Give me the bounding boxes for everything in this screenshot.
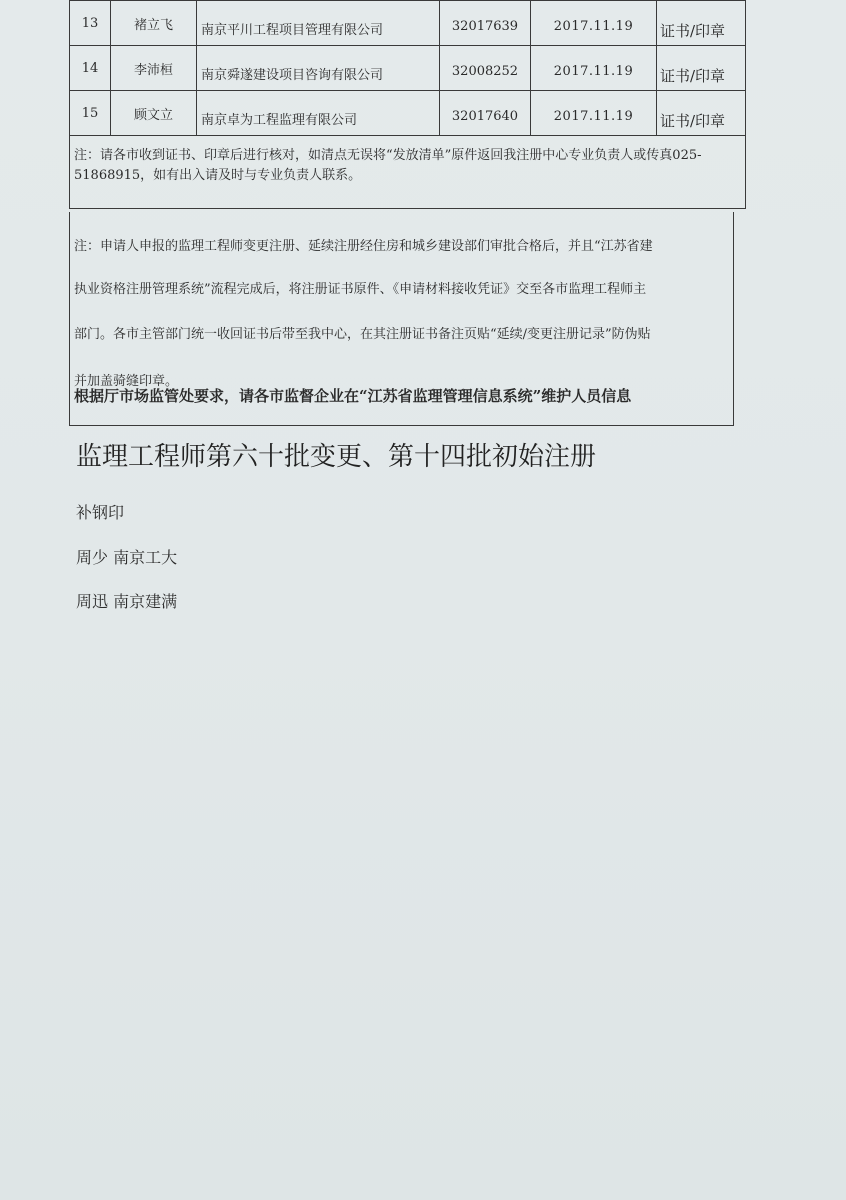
paragraph: 补钢印: [76, 503, 125, 522]
person-name: 顾文立: [111, 91, 197, 136]
item-type: 证书/印章: [657, 1, 746, 46]
table-row: [70, 91, 746, 136]
person-name: 李沛桓: [111, 46, 197, 91]
person-name: 褚立飞: [111, 1, 197, 46]
cert-number-cell: [440, 91, 531, 136]
company-cell: [197, 1, 440, 46]
date-cell: [531, 1, 657, 46]
company-name: 南京平川工程项目管理有限公司: [201, 23, 384, 38]
item-type: 证书/印章: [657, 91, 746, 136]
note-line: 部门。各市主管部门统一收回证书后带至我中心，在其注册证书备注页贴“延续/变更注册记录”防伪贴: [74, 327, 651, 342]
note-line: 并加盖骑缝印章。: [74, 374, 179, 389]
cert-number: 32008252: [451, 64, 519, 79]
page-heading: 监理工程师第六十批变更、第十四批初始注册: [76, 442, 597, 472]
verification-note: 注：请各市收到证书、印章后进行核对，如清点无误将“发放清单”原件返回我注册中心专业负责人或传真025-51868915，如有出入请及时与专业负责人联系。: [70, 136, 746, 209]
certificate-table: [69, 0, 746, 209]
issue-date: 2017.11.19: [553, 19, 634, 34]
company-name: 南京卓为工程监理有限公司: [201, 113, 358, 128]
paragraph: 周迅 南京建满: [76, 592, 178, 611]
date-cell: [531, 46, 657, 91]
paragraph: 周少 南京工大: [76, 548, 178, 567]
date-cell: [531, 91, 657, 136]
cert-number-cell: [440, 46, 531, 91]
company-cell: [197, 46, 440, 91]
registration-note: [69, 212, 734, 426]
note-line: 执业资格注册管理系统”流程完成后，将注册证书原件、《申请材料接收凭证》交至各市监理工程师主: [74, 282, 647, 297]
company-cell: [197, 91, 440, 136]
table-row: [70, 1, 746, 46]
company-name: 南京舜遂建设项目咨询有限公司: [201, 68, 384, 83]
cert-number-cell: [440, 1, 531, 46]
supervision-requirement: 根据厅市场监管处要求，请各市监督企业在“江苏省监理管理信息系统”维护人员信息: [74, 387, 632, 405]
issue-date: 2017.11.19: [553, 109, 634, 124]
cert-number: 32017639: [451, 19, 519, 34]
note-line: 注：申请人申报的监理工程师变更注册、延续注册经住房和城乡建设部们审批合格后，并且“江苏省建: [74, 239, 653, 254]
row-number: 14: [70, 46, 111, 91]
row-number: 15: [70, 91, 111, 136]
row-number: 13: [70, 1, 111, 46]
item-type: 证书/印章: [657, 46, 746, 91]
table-row: [70, 46, 746, 91]
issue-date: 2017.11.19: [553, 64, 634, 79]
cert-number: 32017640: [451, 109, 519, 124]
